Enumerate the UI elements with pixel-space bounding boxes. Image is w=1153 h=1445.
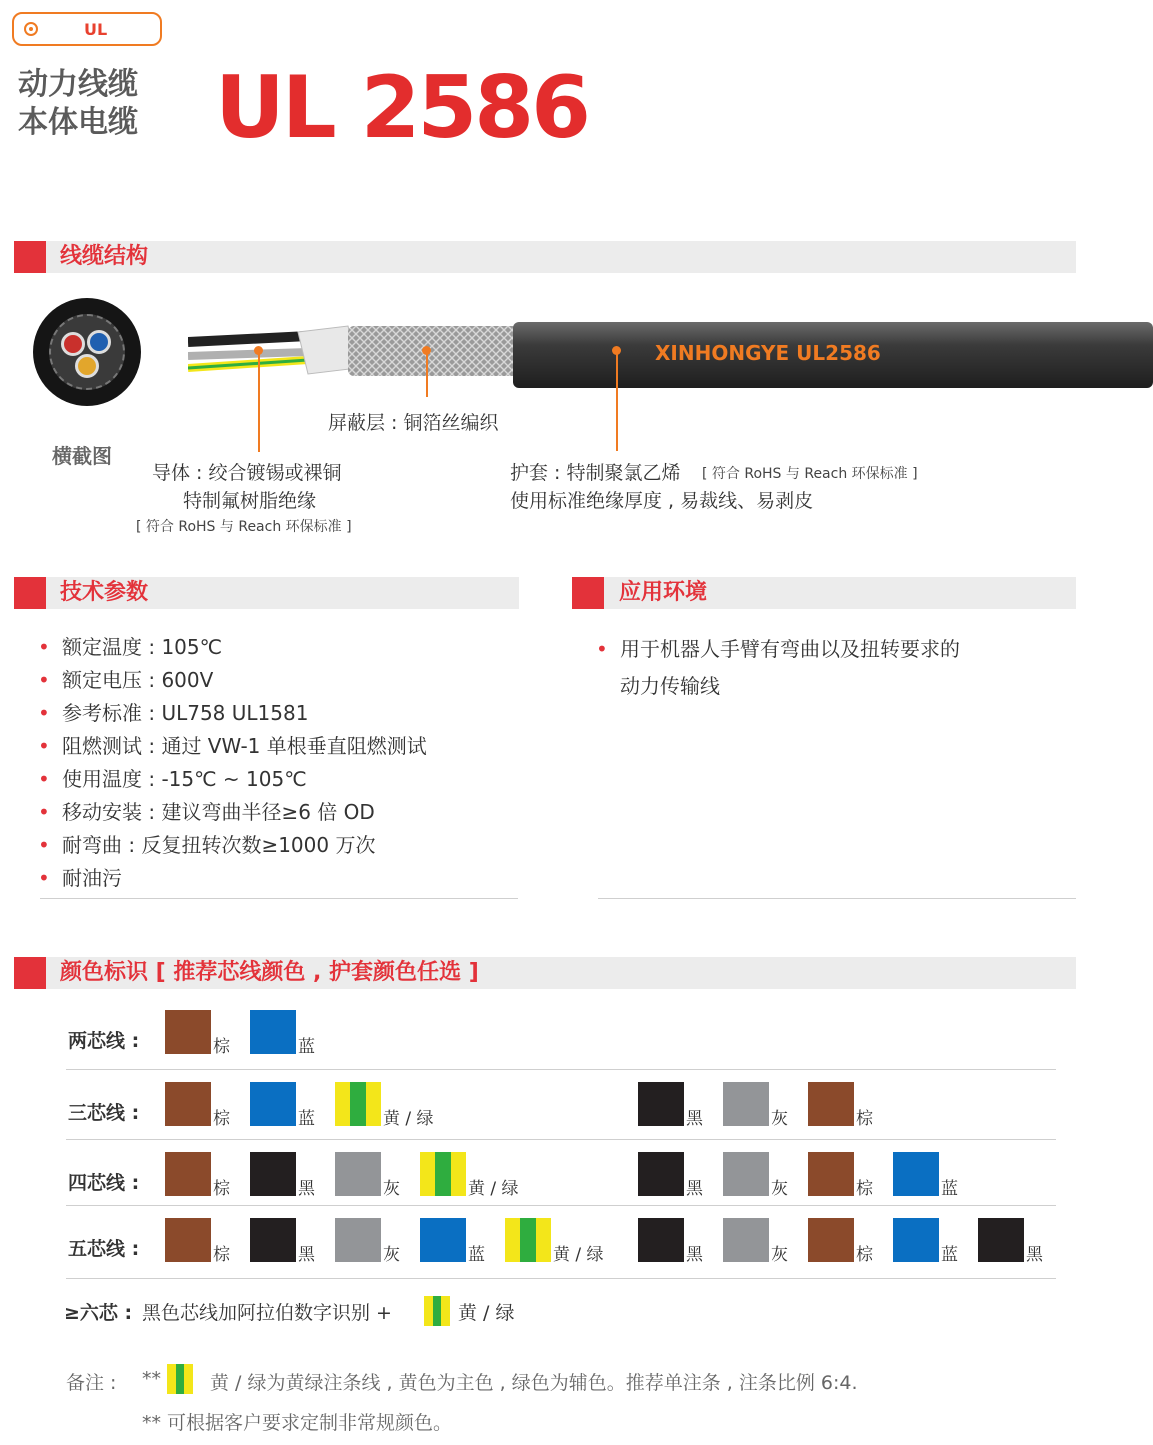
color-swatch-gray <box>335 1152 381 1196</box>
color-swatch-gray <box>723 1152 769 1196</box>
tech-param-item: • 移动安装 : 建议弯曲半径≥6 倍 OD <box>38 796 518 829</box>
color-swatch-label: 黑 <box>686 1245 703 1265</box>
color-swatch-label: 黑 <box>686 1109 703 1129</box>
cross-section-label: 横截图 <box>52 444 112 468</box>
tech-param-item: • 耐油污 <box>38 862 518 895</box>
color-swatch-black <box>250 1218 296 1262</box>
color-swatch-label: 蓝 <box>941 1179 958 1199</box>
color-swatch-gray <box>723 1218 769 1262</box>
category-line1: 动力线缆 <box>18 67 138 102</box>
model-title: UL 2586 <box>215 58 588 158</box>
color-swatch-label: 棕 <box>213 1179 230 1199</box>
color-swatch-label: 黑 <box>298 1245 315 1265</box>
color-row-divider <box>66 1278 1056 1279</box>
color-swatch-blue <box>250 1010 296 1054</box>
color-swatch-label: 黑 <box>686 1179 703 1199</box>
tech-param-item: • 额定温度 : 105℃ <box>38 631 518 664</box>
color-section-title: 颜色标识 [ 推荐芯线颜色 , 护套颜色任选 ] <box>60 960 479 985</box>
conductor-label-1: 导体 : 绞合镀锡或裸铜 <box>152 462 342 484</box>
color-swatch-label: 蓝 <box>298 1037 315 1057</box>
jacket-label-2: 使用标准绝缘厚度 , 易裁线、易剥皮 <box>510 490 814 512</box>
color-row-divider <box>66 1139 1056 1140</box>
tech-param-item: • 参考标准 : UL758 UL1581 <box>38 697 518 730</box>
color-swatch-black <box>638 1152 684 1196</box>
jacket-note: [ 符合 RoHS 与 Reach 环保标准 ] <box>702 466 918 482</box>
color-swatch-brown <box>808 1218 854 1262</box>
note-label: 备注 : <box>66 1372 117 1394</box>
core-count-label: 三芯线 : <box>68 1102 140 1124</box>
tech-param-item: • 阻燃测试 : 通过 VW-1 单根垂直阻燃测试 <box>38 730 518 763</box>
color-swatch-label: 棕 <box>856 1109 873 1129</box>
color-swatch-label: 棕 <box>856 1179 873 1199</box>
six-core-yg-swatch <box>424 1296 450 1326</box>
core-blue <box>87 330 111 354</box>
core-count-label: 四芯线 : <box>68 1172 140 1194</box>
color-swatch-label: 黄 / 绿 <box>468 1179 519 1199</box>
tech-params-list <box>38 631 518 895</box>
note-yg-swatch <box>167 1364 193 1394</box>
tech-param-item: • 耐弯曲 : 反复扭转次数≥1000 万次 <box>38 829 518 862</box>
color-swatch-yellow-green <box>335 1082 381 1126</box>
color-swatch-blue <box>250 1082 296 1126</box>
tech-divider <box>40 898 518 899</box>
shield-leader-line <box>426 351 428 397</box>
badge-circle-icon <box>24 22 38 36</box>
color-swatch-label: 棕 <box>856 1245 873 1265</box>
conductor-label-2: 特制氟树脂绝缘 <box>183 490 317 512</box>
structure-section-bar <box>14 241 1076 273</box>
color-swatch-label: 黄 / 绿 <box>383 1109 434 1129</box>
note-line-2: ** 可根据客户要求定制非常规颜色。 <box>142 1412 453 1434</box>
category-line2: 本体电缆 <box>18 105 138 140</box>
badge-text: UL <box>84 20 108 39</box>
color-swatch-label: 黑 <box>1026 1245 1043 1265</box>
conductor-note: [ 符合 RoHS 与 Reach 环保标准 ] <box>136 519 352 535</box>
six-core-prefix: ≥六芯 : <box>64 1302 133 1324</box>
cable-side-image <box>188 318 1153 398</box>
color-swatch-brown <box>165 1218 211 1262</box>
color-swatch-label: 黑 <box>298 1179 315 1199</box>
app-line-1: 用于机器人手臂有弯曲以及扭转要求的 <box>620 637 960 661</box>
shield-label: 屏蔽层 : 铜箔丝编织 <box>328 412 499 434</box>
note-line-1: 黄 / 绿为黄绿注条线 , 黄色为主色 , 绿色为辅色。推荐单注条 , 注条比例 6:4. <box>210 1372 858 1394</box>
six-core-text: 黑色芯线加阿拉伯数字识别 + <box>142 1302 392 1324</box>
color-swatch-label: 灰 <box>383 1179 400 1199</box>
conductor-leader-line <box>258 351 260 452</box>
color-section-marker <box>14 957 46 989</box>
core-count-label: 五芯线 : <box>68 1238 140 1260</box>
color-swatch-brown <box>165 1152 211 1196</box>
color-swatch-brown <box>165 1082 211 1126</box>
cable-print-text: XINHONGYE UL2586 <box>655 341 881 365</box>
app-line-2: 动力传输线 <box>620 674 720 698</box>
color-row-divider <box>66 1069 1056 1070</box>
color-swatch-black <box>978 1218 1024 1262</box>
color-swatch-label: 棕 <box>213 1037 230 1057</box>
app-list <box>596 631 1066 705</box>
color-swatch-label: 黄 / 绿 <box>553 1245 604 1265</box>
app-item <box>596 631 1066 705</box>
tech-section-marker <box>14 577 46 609</box>
color-swatch-label: 灰 <box>383 1245 400 1265</box>
core-red <box>61 332 85 356</box>
six-core-yg-label: 黄 / 绿 <box>458 1302 515 1324</box>
color-swatch-blue <box>893 1152 939 1196</box>
color-swatch-yellow-green <box>505 1218 551 1262</box>
color-swatch-label: 蓝 <box>941 1245 958 1265</box>
core-count-label: 两芯线 : <box>68 1030 140 1052</box>
cross-section-image <box>33 298 141 406</box>
jacket-label-1: 护套 : 特制聚氯乙烯 <box>510 462 681 484</box>
color-swatch-label: 棕 <box>213 1245 230 1265</box>
app-section-marker <box>572 577 604 609</box>
tech-param-item: • 使用温度 : -15℃ ~ 105℃ <box>38 763 518 796</box>
color-swatch-label: 棕 <box>213 1109 230 1129</box>
color-swatch-yellow-green <box>420 1152 466 1196</box>
color-row-divider <box>66 1205 1056 1206</box>
tech-section-title: 技术参数 <box>60 580 149 605</box>
color-swatch-black <box>638 1218 684 1262</box>
color-swatch-label: 灰 <box>771 1179 788 1199</box>
color-swatch-brown <box>808 1152 854 1196</box>
color-swatch-label: 蓝 <box>468 1245 485 1265</box>
color-swatch-brown <box>808 1082 854 1126</box>
core-yellow <box>75 354 99 378</box>
color-swatch-black <box>250 1152 296 1196</box>
app-section-title: 应用环境 <box>619 580 708 605</box>
structure-section-marker <box>14 241 46 273</box>
color-swatch-blue <box>893 1218 939 1262</box>
color-swatch-gray <box>723 1082 769 1126</box>
tech-param-item: • 额定电压 : 600V <box>38 664 518 697</box>
color-swatch-brown <box>165 1010 211 1054</box>
color-swatch-label: 蓝 <box>298 1109 315 1129</box>
app-divider <box>598 898 1076 899</box>
color-swatch-black <box>638 1082 684 1126</box>
jacket-leader-line <box>616 351 618 451</box>
color-swatch-label: 灰 <box>771 1109 788 1129</box>
color-swatch-gray <box>335 1218 381 1262</box>
structure-section-title: 线缆结构 <box>60 244 149 269</box>
color-swatch-label: 灰 <box>771 1245 788 1265</box>
note-stars: ** <box>142 1368 161 1390</box>
color-swatch-blue <box>420 1218 466 1262</box>
